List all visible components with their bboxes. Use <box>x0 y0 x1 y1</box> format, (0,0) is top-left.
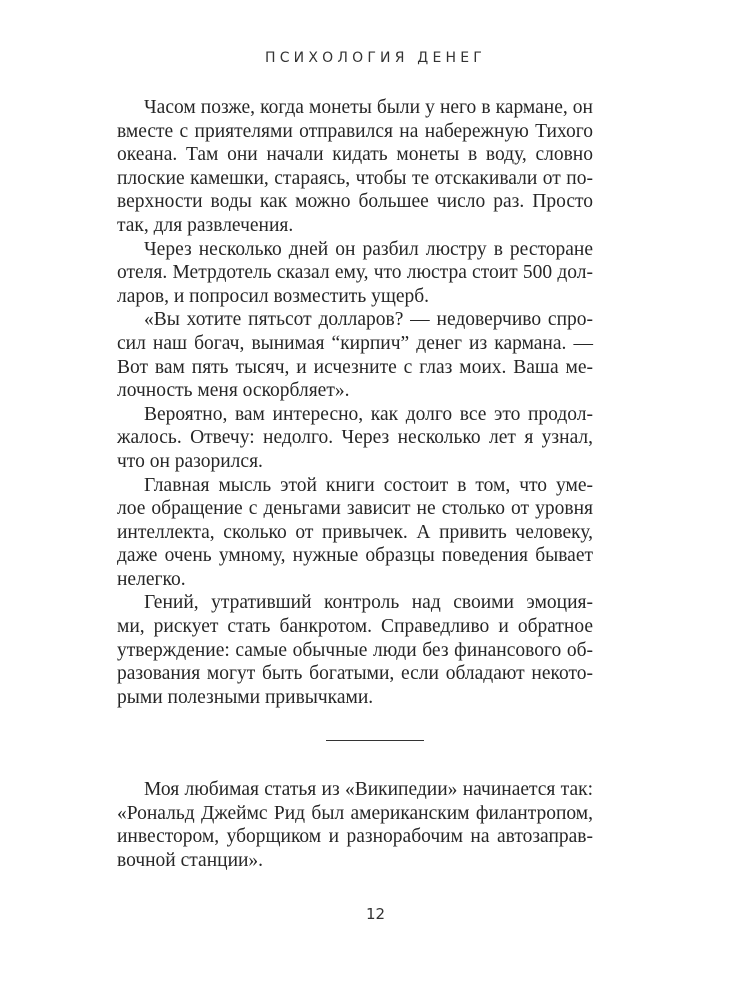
running-header: ПСИХОЛОГИЯ ДЕНЕГ <box>264 50 486 66</box>
text-line: Часом позже, когда монеты были у него в кармане, он <box>144 97 593 118</box>
text-line: Моя любимая статья из «Википедии» начинается так: <box>144 779 593 800</box>
text-line: даже очень умному, нужные образцы поведения бывает <box>117 545 593 567</box>
text-line: так, для развлечения. <box>117 214 294 236</box>
text-line: нелегко. <box>117 568 186 590</box>
paragraph <box>117 403 593 474</box>
body-text-section-1 <box>117 96 593 709</box>
text-line: океана. Там они начали кидать монеты в воду, словно <box>117 144 593 166</box>
body-text-section-2 <box>117 778 593 872</box>
text-line: утверждение: самые обычные люди без финансового об- <box>117 639 593 661</box>
text-line: верхности воды как можно большее число раз. Просто <box>117 191 593 213</box>
text-line: плоские камешки, стараясь, чтобы те отскакивали от по- <box>117 167 593 189</box>
text-line: ми, рискует стать банкротом. Справедливо и обратное <box>117 616 593 638</box>
text-line: жалось. Отвечу: недолго. Через несколько лет я узнал, <box>117 427 593 449</box>
text-line: вместе с приятелями отправился на набережную Тихого <box>117 120 593 142</box>
text-line: «Рональд Джеймс Рид был американским филантропом, <box>117 802 593 824</box>
paragraph <box>117 778 593 872</box>
text-line: что он разорился. <box>117 450 263 472</box>
paragraph <box>117 96 593 238</box>
paragraph <box>117 238 593 309</box>
text-line: разования могут быть богатыми, если обладают некото- <box>117 663 593 685</box>
text-line: инвестором, уборщиком и разнорабочим на автозаправ- <box>117 826 593 848</box>
text-line: лое обращение с деньгами зависит не столько от уровня <box>117 498 593 520</box>
paragraph <box>117 308 593 402</box>
section-divider <box>326 740 424 741</box>
text-line: лочность меня оскорбляет». <box>117 380 350 402</box>
text-line: Вот вам пять тысяч, и исчезните с глаз моих. Ваша ме- <box>117 356 593 378</box>
page-number: 12 <box>365 905 386 923</box>
text-line: Гений, утративший контроль над своими эмоция- <box>144 592 593 614</box>
text-line: ларов, и попросил возместить ущерб. <box>117 285 430 307</box>
text-line: сил наш богач, вынимая “кирпич” денег из кармана. — <box>117 332 593 354</box>
text-line: Через несколько дней он разбил люстру в ресторане <box>144 238 593 260</box>
text-line: отеля. Метрдотель сказал ему, что люстра стоит 500 дол- <box>117 262 593 284</box>
text-line: «Вы хотите пятьсот долларов? — недоверчиво спро- <box>144 309 593 331</box>
text-line: интеллекта, сколько от привычек. А привить человеку, <box>117 521 593 543</box>
text-line: рыми полезными привычками. <box>117 686 374 708</box>
paragraph <box>117 474 593 592</box>
text-line: вочной станции». <box>117 849 264 871</box>
text-line: Вероятно, вам интересно, как долго все это продол- <box>144 403 593 425</box>
paragraph <box>117 591 593 709</box>
text-line: Главная мысль этой книги состоит в том, что уме- <box>144 474 593 496</box>
